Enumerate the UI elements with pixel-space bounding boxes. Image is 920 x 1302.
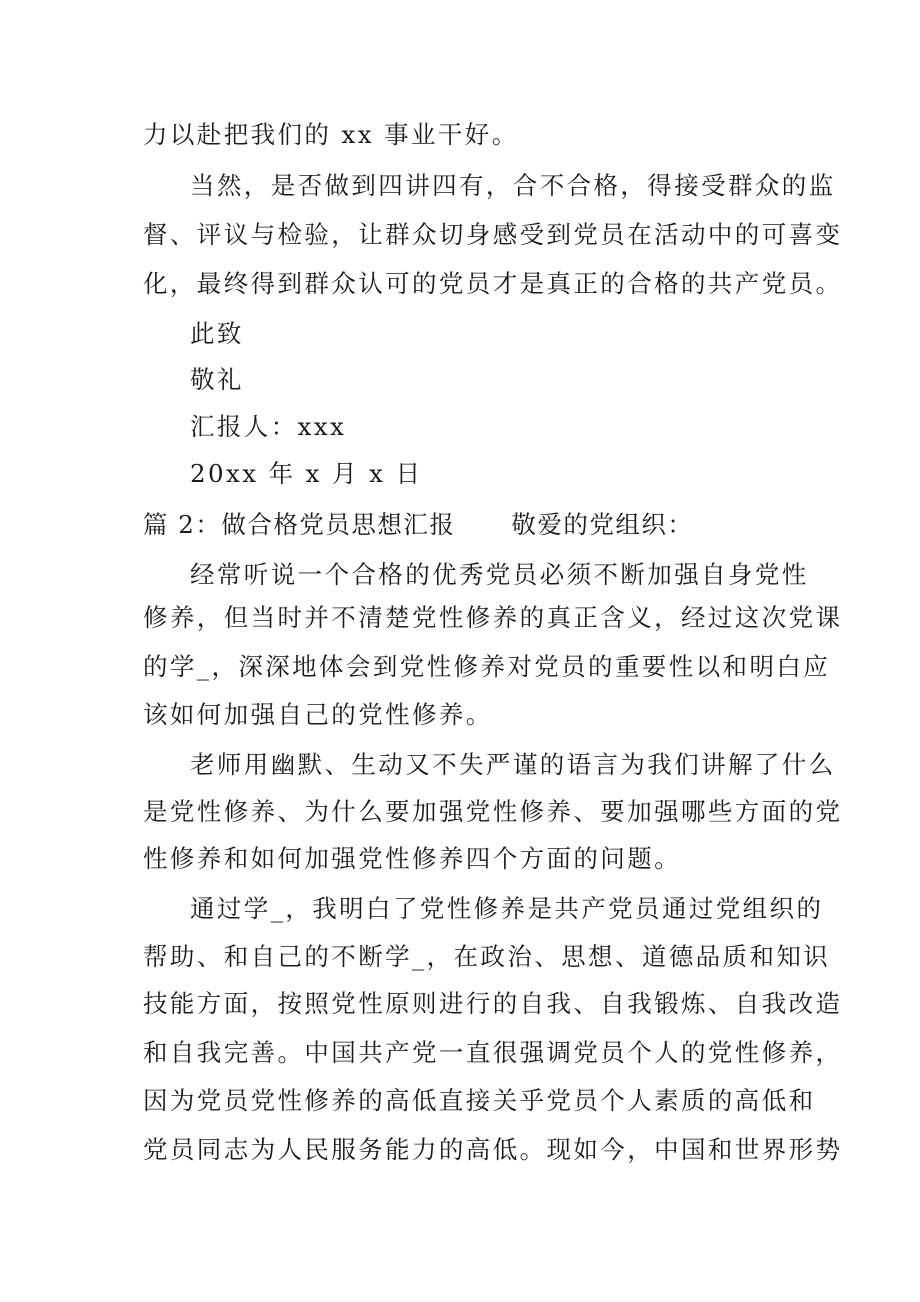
paragraph-line: 老师用幽默、生动又不失严谨的语言为我们讲解了什么 bbox=[190, 750, 836, 779]
closing-line: 敬礼 bbox=[190, 365, 244, 394]
article-heading bbox=[143, 508, 693, 542]
paragraph-line: 帮助、和自己的不断学_，在政治、思想、道德品质和知识 bbox=[143, 942, 831, 971]
paragraph-line: 该如何加强自己的党性修养。 bbox=[143, 700, 493, 729]
paragraph-line: 化，最终得到群众认可的党员才是真正的合格的共产党员。 bbox=[143, 269, 843, 298]
paragraph-line: 督、评议与检验，让群众切身感受到党员在活动中的可喜变 bbox=[143, 220, 843, 249]
paragraph-line: 当然，是否做到四讲四有，合不合格，得接受群众的监 bbox=[190, 171, 836, 200]
closing-line: 此致 bbox=[190, 319, 244, 348]
paragraph-line: 通过学_，我明白了党性修养是共产党员通过党组织的 bbox=[190, 894, 824, 923]
paragraph-line: 经常听说一个合格的优秀党员必须不断加强自身党性 bbox=[190, 560, 809, 589]
date-line: 20xx 年 x 月 x 日 bbox=[190, 459, 423, 488]
paragraph-line: 修养，但当时并不清楚党性修养的真正含义，经过这次党课 bbox=[143, 603, 843, 632]
salutation: 敬爱的党组织： bbox=[511, 510, 694, 539]
paragraph-line: 是党性修养、为什么要加强党性修养、要加强哪些方面的党 bbox=[143, 797, 843, 826]
paragraph-line: 的学_，深深地体会到党性修养对党员的重要性以和明白应 bbox=[143, 652, 831, 681]
article-title: 篇 2：做合格党员思想汇报 bbox=[143, 510, 456, 539]
reporter-line: 汇报人：xxx bbox=[190, 412, 347, 441]
paragraph-line: 党员同志为人民服务能力的高低。现如今，中国和世界形势 bbox=[143, 1135, 843, 1164]
paragraph-line: 和自我完善。中国共产党一直很强调党员个人的党性修养， bbox=[143, 1038, 843, 1067]
paragraph-line: 力以赴把我们的 xx 事业干好。 bbox=[143, 120, 519, 149]
paragraph-line: 性修养和如何加强党性修养四个方面的问题。 bbox=[143, 844, 681, 873]
paragraph-line: 技能方面，按照党性原则进行的自我、自我锻炼、自我改造 bbox=[143, 989, 843, 1018]
paragraph-line: 因为党员党性修养的高低直接关乎党员个人素质的高低和 bbox=[143, 1086, 816, 1115]
